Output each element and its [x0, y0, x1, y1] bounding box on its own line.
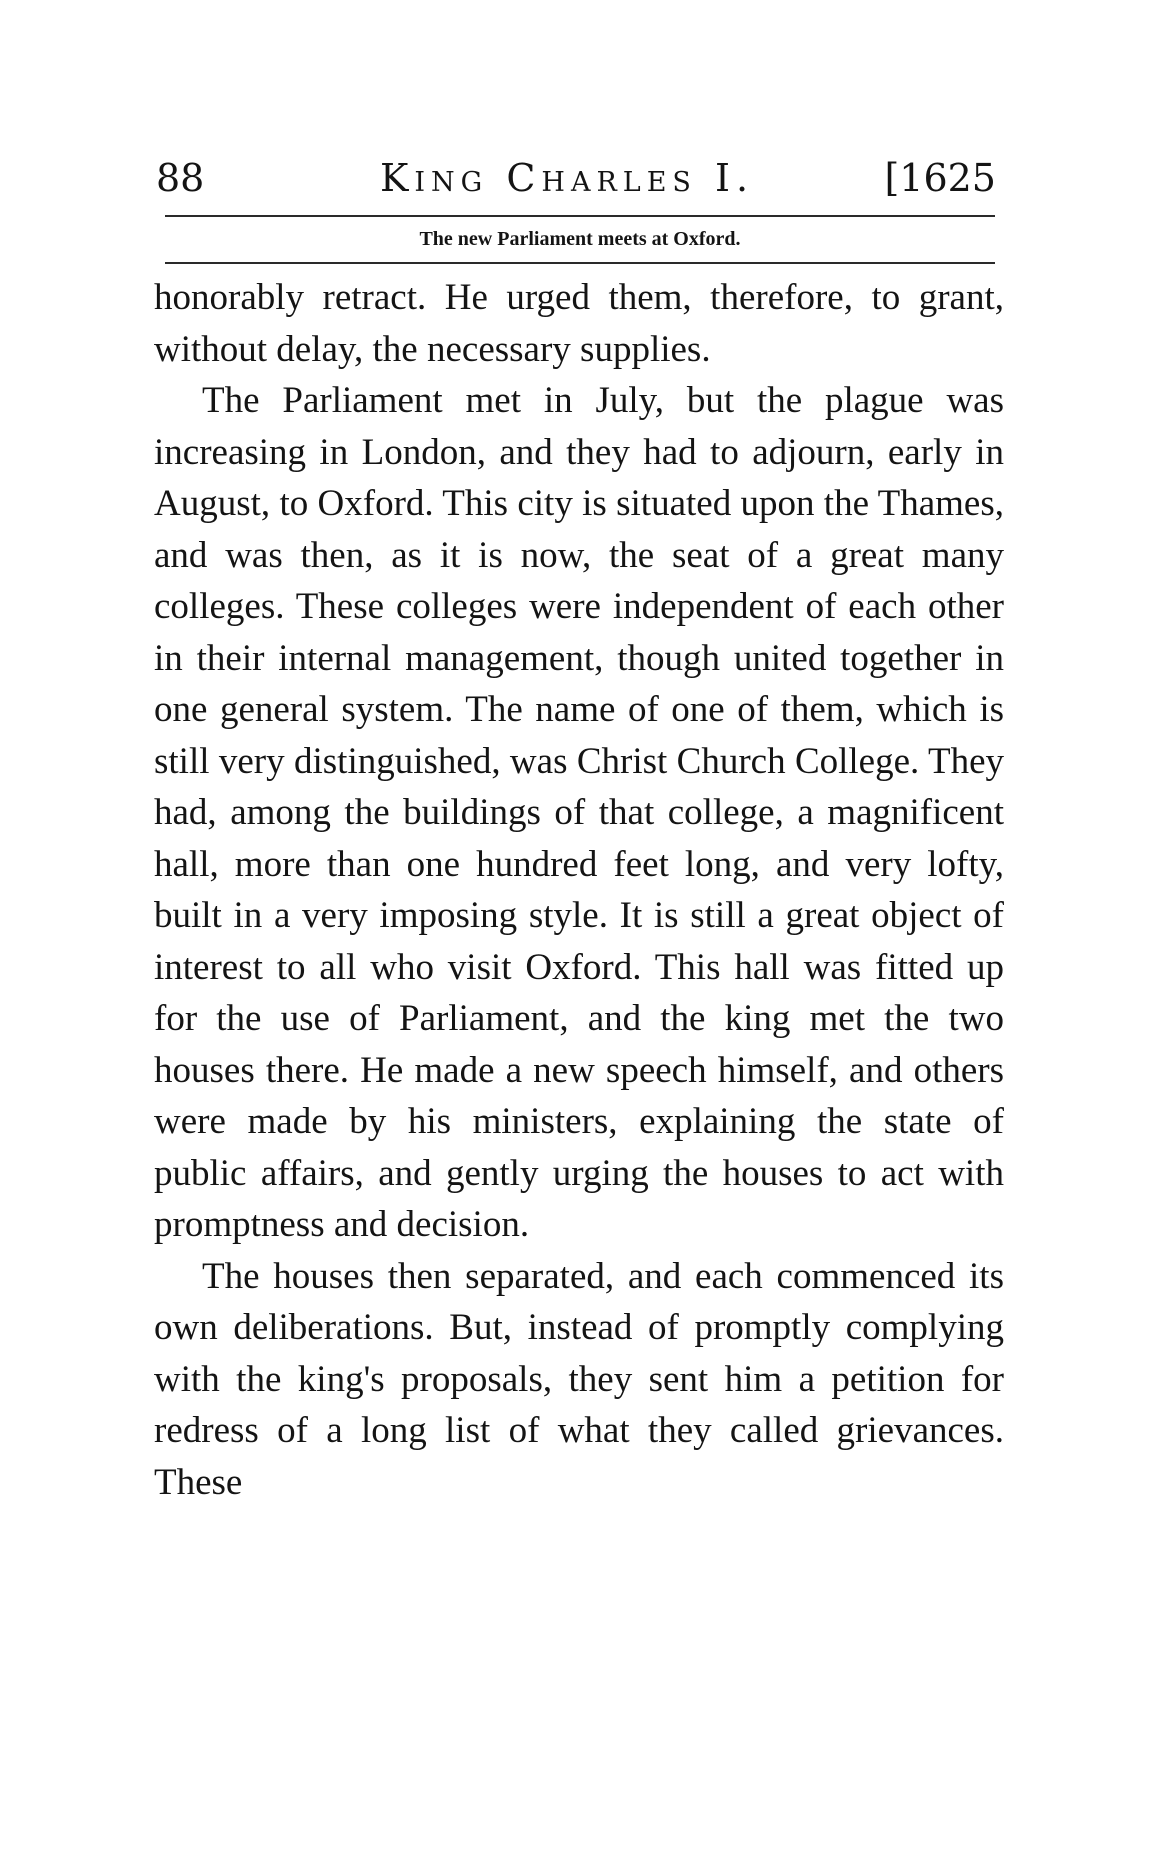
paragraph: The houses then separated, and each commenced its own deliberations. But, instead of promptly complying with the king's proposals, they sent him a petition for redress of a long list of what they called grievances. These — [154, 1255, 1004, 1503]
header-rule-top — [165, 215, 995, 217]
section-heading: The new Parliament meets at Oxford. — [419, 228, 741, 250]
running-title: King Charles I. — [380, 156, 755, 200]
body-text — [154, 272, 1004, 1508]
year-marker: [1625 — [884, 156, 996, 200]
paragraph: The Parliament met in July, but the plague was increasing in London, and they had to adjourn, early in August, to Oxford. This city is situated upon the Thames, and was then, as it is now, the seat of a great many colleges. These colleges were independent of each other in their internal management, though united together in one general system. The name of one of them, which is still very distinguished, was Christ Church College. They had, among the buildings of that college, a magnificent hall, more than one hundred feet long, and very lofty, built in a very imposing style. It is still a great object of interest to all who visit Oxford. This hall was fitted up for the use of Parliament, and the king met the two houses there. He made a new speech himself, and others were made by his ministers, explaining the state of public affairs, and gently urging the houses to act with promptness and decision. — [154, 380, 1004, 1245]
page-number: 88 — [156, 156, 205, 200]
paragraph: honorably retract. He urged them, therefore, to grant, without delay, the necessary supplies. — [154, 277, 1004, 370]
running-header — [150, 150, 1000, 210]
header-rule-bottom — [165, 262, 995, 264]
